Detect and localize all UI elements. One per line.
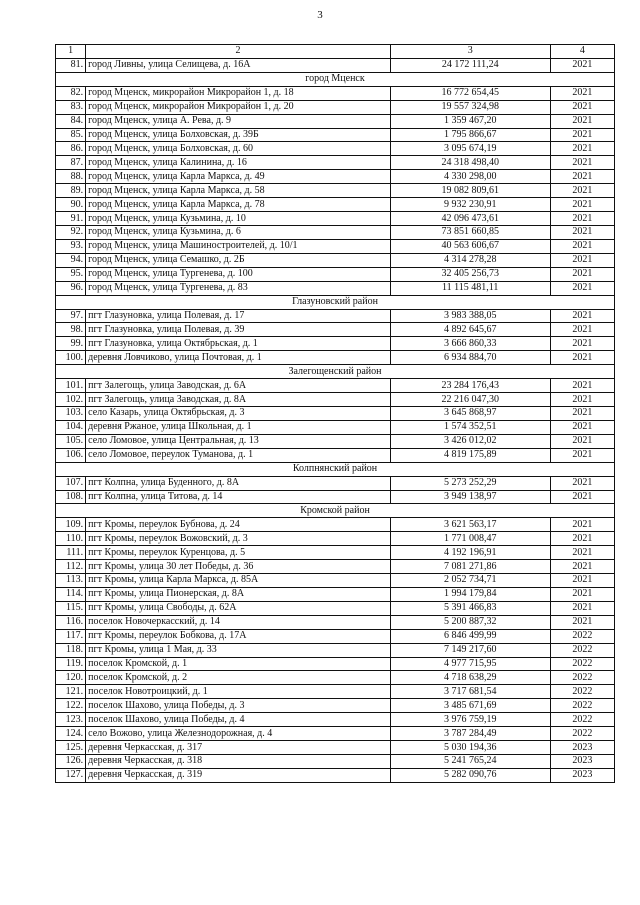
row-address: деревня Черкасская, д. 319 xyxy=(86,768,391,782)
row-address: пгт Глазуновка, улица Полевая, д. 17 xyxy=(86,309,391,323)
row-year: 2021 xyxy=(550,281,614,295)
table-row xyxy=(56,281,615,295)
row-amount: 19 082 809,61 xyxy=(390,184,550,198)
row-number: 121. xyxy=(56,685,86,699)
row-address: деревня Ловчиково, улица Почтовая, д. 1 xyxy=(86,351,391,365)
row-address: пгт Залегощь, улица Заводская, д. 8А xyxy=(86,393,391,407)
row-amount: 19 557 324,98 xyxy=(390,100,550,114)
row-number: 87. xyxy=(56,156,86,170)
row-address: село Ломовое, улица Центральная, д. 13 xyxy=(86,434,391,448)
row-amount: 4 977 715,95 xyxy=(390,657,550,671)
row-year: 2023 xyxy=(550,768,614,782)
section-title: Залегощенский район xyxy=(56,365,615,379)
row-amount: 3 645 868,97 xyxy=(390,406,550,420)
row-amount: 3 949 138,97 xyxy=(390,490,550,504)
row-number: 85. xyxy=(56,128,86,142)
section-row xyxy=(56,462,615,476)
row-year: 2022 xyxy=(550,727,614,741)
row-year: 2022 xyxy=(550,713,614,727)
row-year: 2021 xyxy=(550,239,614,253)
row-address: поселок Шахово, улица Победы, д. 4 xyxy=(86,713,391,727)
row-year: 2021 xyxy=(550,170,614,184)
section-row xyxy=(56,504,615,518)
row-number: 110. xyxy=(56,532,86,546)
row-amount: 32 405 256,73 xyxy=(390,267,550,281)
table-row xyxy=(56,225,615,239)
row-year: 2021 xyxy=(550,420,614,434)
row-year: 2021 xyxy=(550,184,614,198)
row-year: 2021 xyxy=(550,253,614,267)
row-number: 111. xyxy=(56,546,86,560)
table-row xyxy=(56,337,615,351)
table-row xyxy=(56,156,615,170)
table-row xyxy=(56,420,615,434)
row-address: поселок Новотроицкий, д. 1 xyxy=(86,685,391,699)
row-year: 2021 xyxy=(550,142,614,156)
row-number: 125. xyxy=(56,741,86,755)
row-year: 2021 xyxy=(550,532,614,546)
row-address: деревня Ржаное, улица Школьная, д. 1 xyxy=(86,420,391,434)
row-number: 92. xyxy=(56,225,86,239)
row-year: 2021 xyxy=(550,587,614,601)
row-amount: 5 030 194,36 xyxy=(390,741,550,755)
row-year: 2021 xyxy=(550,448,614,462)
header-col-number: 1 xyxy=(56,45,86,59)
row-year: 2021 xyxy=(550,560,614,574)
row-number: 91. xyxy=(56,212,86,226)
row-number: 106. xyxy=(56,448,86,462)
section-row xyxy=(56,72,615,86)
table-row xyxy=(56,379,615,393)
row-address: пгт Глазуновка, улица Полевая, д. 39 xyxy=(86,323,391,337)
table-row xyxy=(56,128,615,142)
row-year: 2021 xyxy=(550,58,614,72)
table-row xyxy=(56,239,615,253)
table-row xyxy=(56,685,615,699)
row-number: 126. xyxy=(56,755,86,769)
row-amount: 40 563 606,67 xyxy=(390,239,550,253)
row-number: 101. xyxy=(56,379,86,393)
row-number: 123. xyxy=(56,713,86,727)
row-address: деревня Черкасская, д. 318 xyxy=(86,755,391,769)
table-row xyxy=(56,546,615,560)
row-address: поселок Шахово, улица Победы, д. 3 xyxy=(86,699,391,713)
row-address: поселок Кромской, д. 1 xyxy=(86,657,391,671)
row-year: 2021 xyxy=(550,546,614,560)
row-amount: 3 426 012,02 xyxy=(390,434,550,448)
row-amount: 1 359 467,20 xyxy=(390,114,550,128)
table-row xyxy=(56,86,615,100)
section-title: Глазуновский район xyxy=(56,295,615,309)
row-amount: 3 976 759,19 xyxy=(390,713,550,727)
table-row xyxy=(56,406,615,420)
row-amount: 3 485 671,69 xyxy=(390,699,550,713)
row-year: 2023 xyxy=(550,741,614,755)
row-number: 115. xyxy=(56,601,86,615)
row-number: 82. xyxy=(56,86,86,100)
table-row xyxy=(56,713,615,727)
table-body xyxy=(56,45,615,783)
row-address: город Мценск, улица Болховская, д. 60 xyxy=(86,142,391,156)
header-col-amount: 3 xyxy=(390,45,550,59)
header-col-address: 2 xyxy=(86,45,391,59)
row-year: 2021 xyxy=(550,198,614,212)
row-amount: 22 216 047,30 xyxy=(390,393,550,407)
table-row xyxy=(56,198,615,212)
table-row xyxy=(56,629,615,643)
row-number: 120. xyxy=(56,671,86,685)
row-amount: 23 284 176,43 xyxy=(390,379,550,393)
row-year: 2021 xyxy=(550,574,614,588)
row-year: 2021 xyxy=(550,156,614,170)
row-year: 2022 xyxy=(550,685,614,699)
row-amount: 3 787 284,49 xyxy=(390,727,550,741)
row-year: 2021 xyxy=(550,337,614,351)
row-address: город Мценск, улица Кузьмина, д. 6 xyxy=(86,225,391,239)
row-address: пгт Кромы, улица Карла Маркса, д. 85А xyxy=(86,574,391,588)
row-year: 2021 xyxy=(550,490,614,504)
row-year: 2021 xyxy=(550,393,614,407)
row-amount: 1 771 008,47 xyxy=(390,532,550,546)
row-amount: 7 149 217,60 xyxy=(390,643,550,657)
housing-registry-table xyxy=(55,44,615,783)
row-number: 96. xyxy=(56,281,86,295)
row-amount: 3 983 388,05 xyxy=(390,309,550,323)
row-address: село Ломовое, переулок Туманова, д. 1 xyxy=(86,448,391,462)
row-number: 127. xyxy=(56,768,86,782)
row-number: 95. xyxy=(56,267,86,281)
table-row xyxy=(56,532,615,546)
row-year: 2021 xyxy=(550,114,614,128)
section-row xyxy=(56,295,615,309)
row-number: 118. xyxy=(56,643,86,657)
table-row xyxy=(56,741,615,755)
table-row xyxy=(56,727,615,741)
page-number: 3 xyxy=(317,9,323,21)
row-address: пгт Кромы, улица Свободы, д. 62А xyxy=(86,601,391,615)
table-row xyxy=(56,601,615,615)
row-number: 103. xyxy=(56,406,86,420)
table-row xyxy=(56,755,615,769)
row-number: 117. xyxy=(56,629,86,643)
row-address: город Мценск, улица Карла Маркса, д. 78 xyxy=(86,198,391,212)
section-title: Колпнянский район xyxy=(56,462,615,476)
table-row xyxy=(56,490,615,504)
row-address: пгт Кромы, улица 30 лет Победы, д. 36 xyxy=(86,560,391,574)
row-year: 2021 xyxy=(550,267,614,281)
row-address: город Мценск, улица Болховская, д. 39Б xyxy=(86,128,391,142)
row-year: 2022 xyxy=(550,643,614,657)
row-number: 124. xyxy=(56,727,86,741)
row-number: 98. xyxy=(56,323,86,337)
table-row xyxy=(56,434,615,448)
row-number: 104. xyxy=(56,420,86,434)
row-address: пгт Кромы, улица 1 Мая, д. 33 xyxy=(86,643,391,657)
table-row xyxy=(56,560,615,574)
row-address: поселок Новочеркасский, д. 14 xyxy=(86,615,391,629)
row-number: 108. xyxy=(56,490,86,504)
row-address: пгт Кромы, переулок Куренцова, д. 5 xyxy=(86,546,391,560)
row-amount: 16 772 654,45 xyxy=(390,86,550,100)
row-year: 2021 xyxy=(550,476,614,490)
table-row xyxy=(56,351,615,365)
row-year: 2021 xyxy=(550,434,614,448)
row-address: город Мценск, улица Тургенева, д. 83 xyxy=(86,281,391,295)
row-amount: 11 115 481,11 xyxy=(390,281,550,295)
row-address: город Мценск, улица Семашко, д. 2Б xyxy=(86,253,391,267)
table-row xyxy=(56,253,615,267)
table-row xyxy=(56,212,615,226)
row-year: 2021 xyxy=(550,615,614,629)
row-number: 116. xyxy=(56,615,86,629)
table-header-row xyxy=(56,45,615,59)
row-number: 105. xyxy=(56,434,86,448)
row-amount: 1 574 352,51 xyxy=(390,420,550,434)
row-address: село Вожово, улица Железнодорожная, д. 4 xyxy=(86,727,391,741)
row-address: город Мценск, улица Тургенева, д. 100 xyxy=(86,267,391,281)
row-address: город Мценск, улица Карла Маркса, д. 58 xyxy=(86,184,391,198)
row-year: 2023 xyxy=(550,755,614,769)
row-address: пгт Глазуновка, улица Октябрьская, д. 1 xyxy=(86,337,391,351)
row-amount: 5 273 252,29 xyxy=(390,476,550,490)
row-year: 2022 xyxy=(550,629,614,643)
row-number: 109. xyxy=(56,518,86,532)
row-number: 83. xyxy=(56,100,86,114)
row-amount: 73 851 660,85 xyxy=(390,225,550,239)
row-address: пгт Кромы, переулок Вожовский, д. 3 xyxy=(86,532,391,546)
row-address: село Казарь, улица Октябрьская, д. 3 xyxy=(86,406,391,420)
row-amount: 5 391 466,83 xyxy=(390,601,550,615)
row-year: 2021 xyxy=(550,351,614,365)
row-year: 2021 xyxy=(550,406,614,420)
row-address: пгт Залегощь, улица Заводская, д. 6А xyxy=(86,379,391,393)
row-number: 102. xyxy=(56,393,86,407)
row-year: 2021 xyxy=(550,309,614,323)
row-amount: 3 621 563,17 xyxy=(390,518,550,532)
row-year: 2022 xyxy=(550,699,614,713)
table-row xyxy=(56,184,615,198)
row-amount: 5 241 765,24 xyxy=(390,755,550,769)
row-amount: 4 330 298,00 xyxy=(390,170,550,184)
row-address: деревня Черкасская, д. 317 xyxy=(86,741,391,755)
row-address: город Мценск, микрорайон Микрорайон 1, д. 18 xyxy=(86,86,391,100)
row-amount: 24 172 111,24 xyxy=(390,58,550,72)
table-row xyxy=(56,518,615,532)
header-col-year: 4 xyxy=(550,45,614,59)
row-year: 2021 xyxy=(550,86,614,100)
row-year: 2021 xyxy=(550,128,614,142)
row-number: 89. xyxy=(56,184,86,198)
table-row xyxy=(56,476,615,490)
row-address: город Мценск, улица Кузьмина, д. 10 xyxy=(86,212,391,226)
row-amount: 4 314 278,28 xyxy=(390,253,550,267)
table-row xyxy=(56,587,615,601)
row-number: 112. xyxy=(56,560,86,574)
section-row xyxy=(56,365,615,379)
table-row xyxy=(56,100,615,114)
table-row xyxy=(56,142,615,156)
row-amount: 6 934 884,70 xyxy=(390,351,550,365)
row-number: 113. xyxy=(56,574,86,588)
row-amount: 3 666 860,33 xyxy=(390,337,550,351)
row-year: 2021 xyxy=(550,100,614,114)
row-number: 100. xyxy=(56,351,86,365)
table-row xyxy=(56,699,615,713)
row-year: 2022 xyxy=(550,657,614,671)
row-amount: 4 819 175,89 xyxy=(390,448,550,462)
table-row xyxy=(56,615,615,629)
section-title: Кромской район xyxy=(56,504,615,518)
table-row xyxy=(56,768,615,782)
row-address: пгт Колпна, улица Титова, д. 14 xyxy=(86,490,391,504)
row-address: пгт Колпна, улица Буденного, д. 8А xyxy=(86,476,391,490)
row-amount: 5 282 090,76 xyxy=(390,768,550,782)
row-address: пгт Кромы, улица Пионерская, д. 8А xyxy=(86,587,391,601)
row-address: город Мценск, улица А. Рева, д. 9 xyxy=(86,114,391,128)
row-amount: 4 892 645,67 xyxy=(390,323,550,337)
row-amount: 3 717 681,54 xyxy=(390,685,550,699)
row-number: 122. xyxy=(56,699,86,713)
row-amount: 7 081 271,86 xyxy=(390,560,550,574)
table-row xyxy=(56,58,615,72)
row-year: 2021 xyxy=(550,323,614,337)
row-amount: 2 052 734,71 xyxy=(390,574,550,588)
row-number: 94. xyxy=(56,253,86,267)
row-number: 97. xyxy=(56,309,86,323)
table-row xyxy=(56,323,615,337)
row-amount: 5 200 887,32 xyxy=(390,615,550,629)
row-number: 90. xyxy=(56,198,86,212)
table-row xyxy=(56,170,615,184)
row-address: город Мценск, улица Калинина, д. 16 xyxy=(86,156,391,170)
row-address: город Ливны, улица Селищева, д. 16А xyxy=(86,58,391,72)
row-number: 86. xyxy=(56,142,86,156)
table-row xyxy=(56,643,615,657)
table-row xyxy=(56,267,615,281)
row-year: 2021 xyxy=(550,518,614,532)
row-address: город Мценск, микрорайон Микрорайон 1, д. 20 xyxy=(86,100,391,114)
table-row xyxy=(56,671,615,685)
row-number: 107. xyxy=(56,476,86,490)
row-number: 114. xyxy=(56,587,86,601)
table-row xyxy=(56,114,615,128)
row-year: 2021 xyxy=(550,225,614,239)
section-title: город Мценск xyxy=(56,72,615,86)
row-amount: 4 192 196,91 xyxy=(390,546,550,560)
row-amount: 6 846 499,99 xyxy=(390,629,550,643)
row-amount: 3 095 674,19 xyxy=(390,142,550,156)
row-amount: 4 718 638,29 xyxy=(390,671,550,685)
row-amount: 9 932 230,91 xyxy=(390,198,550,212)
row-year: 2021 xyxy=(550,379,614,393)
row-year: 2021 xyxy=(550,601,614,615)
table-row xyxy=(56,393,615,407)
row-amount: 24 318 498,40 xyxy=(390,156,550,170)
table-row xyxy=(56,448,615,462)
row-number: 88. xyxy=(56,170,86,184)
row-address: город Мценск, улица Машиностроителей, д. 10/1 xyxy=(86,239,391,253)
row-number: 81. xyxy=(56,58,86,72)
row-address: город Мценск, улица Карла Маркса, д. 49 xyxy=(86,170,391,184)
row-year: 2021 xyxy=(550,212,614,226)
table-row xyxy=(56,657,615,671)
table-row xyxy=(56,309,615,323)
row-number: 99. xyxy=(56,337,86,351)
row-amount: 1 795 866,67 xyxy=(390,128,550,142)
row-amount: 42 096 473,61 xyxy=(390,212,550,226)
row-number: 119. xyxy=(56,657,86,671)
row-number: 84. xyxy=(56,114,86,128)
row-year: 2022 xyxy=(550,671,614,685)
row-number: 93. xyxy=(56,239,86,253)
row-address: пгт Кромы, переулок Бубнова, д. 24 xyxy=(86,518,391,532)
table-row xyxy=(56,574,615,588)
row-address: поселок Кромской, д. 2 xyxy=(86,671,391,685)
row-address: пгт Кромы, переулок Бобкова, д. 17А xyxy=(86,629,391,643)
row-amount: 1 994 179,84 xyxy=(390,587,550,601)
